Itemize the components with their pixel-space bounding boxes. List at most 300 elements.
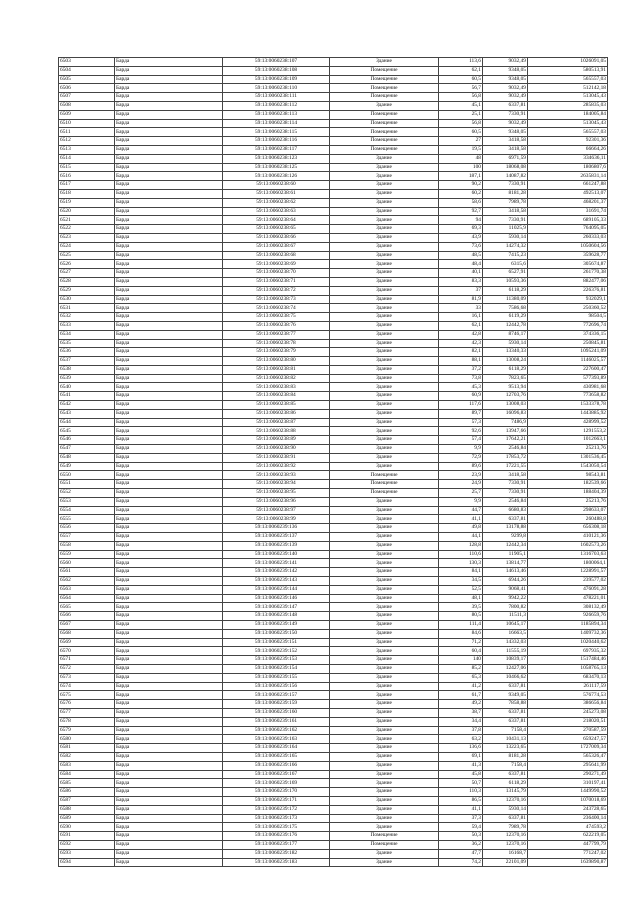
cadastral-value-cell: 1012663,1 <box>528 436 608 445</box>
cadastral-number-cell: 59:13:0060239:164 <box>223 744 330 753</box>
object-type-cell: Здание <box>330 603 439 612</box>
row-number-cell: 6561 <box>59 568 115 577</box>
locality-cell: Барда <box>115 761 223 770</box>
object-type-cell: Здание <box>330 58 439 67</box>
object-type-cell: Здание <box>330 462 439 471</box>
cadastral-value-cell: 474593,2 <box>528 823 608 832</box>
cadastral-value-cell: 334636,11 <box>528 154 608 163</box>
area-cell: 61,7 <box>439 691 483 700</box>
row-number-cell: 6579 <box>59 726 115 735</box>
area-cell: 92,7 <box>439 207 483 216</box>
area-cell: 48,4 <box>439 260 483 269</box>
cadastral-value-cell: 772696,74 <box>528 321 608 330</box>
cadastral-value-cell: 260333,03 <box>528 233 608 242</box>
specific-value-cell: 14274,32 <box>483 242 528 251</box>
locality-cell: Барда <box>115 577 223 586</box>
cadastral-number-cell: 59:13:0060238:79 <box>223 348 330 357</box>
cadastral-number-cell: 59:13:0060238:74 <box>223 304 330 313</box>
object-type-cell: Помещение <box>330 93 439 102</box>
row-number-cell: 6547 <box>59 445 115 454</box>
locality-cell: Барда <box>115 603 223 612</box>
object-type-cell: Здание <box>330 383 439 392</box>
cadastral-number-cell: 59:13:0060238:110 <box>223 84 330 93</box>
specific-value-cell: 9349,05 <box>483 691 528 700</box>
row-number-cell: 6565 <box>59 603 115 612</box>
locality-cell: Барда <box>115 594 223 603</box>
cadastral-number-cell: 59:13:0060239:150 <box>223 629 330 638</box>
area-cell: 73,8 <box>439 374 483 383</box>
area-cell: 45,1 <box>439 101 483 110</box>
locality-cell: Барда <box>115 207 223 216</box>
object-type-cell: Здание <box>330 286 439 295</box>
table-row <box>59 832 608 841</box>
table-row <box>59 550 608 559</box>
table-row <box>59 559 608 568</box>
locality-cell: Барда <box>115 796 223 805</box>
property-table-sheet <box>58 57 606 867</box>
cadastral-number-cell: 59:13:0060239:161 <box>223 717 330 726</box>
table-row <box>59 84 608 93</box>
row-number-cell: 6586 <box>59 788 115 797</box>
table-row <box>59 313 608 322</box>
area-cell: 56,7 <box>439 84 483 93</box>
locality-cell: Барда <box>115 550 223 559</box>
object-type-cell: Здание <box>330 295 439 304</box>
object-type-cell: Здание <box>330 761 439 770</box>
locality-cell: Барда <box>115 251 223 260</box>
area-cell: 130,3 <box>439 559 483 568</box>
object-type-cell: Здание <box>330 409 439 418</box>
table-row <box>59 445 608 454</box>
locality-cell: Барда <box>115 664 223 673</box>
cadastral-value-cell: 298633,07 <box>528 506 608 515</box>
row-number-cell: 6568 <box>59 629 115 638</box>
area-cell: 81,9 <box>439 295 483 304</box>
cadastral-number-cell: 59:13:0060239:172 <box>223 805 330 814</box>
table-row <box>59 462 608 471</box>
cadastral-value-cell: 430981,68 <box>528 383 608 392</box>
area-cell: 94 <box>439 216 483 225</box>
object-type-cell: Здание <box>330 233 439 242</box>
cadastral-value-cell: 226376,81 <box>528 286 608 295</box>
row-number-cell: 6566 <box>59 612 115 621</box>
row-number-cell: 6529 <box>59 286 115 295</box>
specific-value-cell: 2546,84 <box>483 445 528 454</box>
locality-cell: Барда <box>115 84 223 93</box>
area-cell: 40,1 <box>439 269 483 278</box>
locality-cell: Барда <box>115 682 223 691</box>
table-row <box>59 101 608 110</box>
row-number-cell: 6514 <box>59 154 115 163</box>
locality-cell: Барда <box>115 374 223 383</box>
cadastral-number-cell: 59:13:0060238:64 <box>223 216 330 225</box>
cadastral-value-cell: 1058765,13 <box>528 664 608 673</box>
cadastral-value-cell: 622219,05 <box>528 832 608 841</box>
specific-value-cell: 9348,05 <box>483 75 528 84</box>
row-number-cell: 6591 <box>59 832 115 841</box>
object-type-cell: Здание <box>330 506 439 515</box>
row-number-cell: 6518 <box>59 189 115 198</box>
cadastral-number-cell: 59:13:0060239:144 <box>223 585 330 594</box>
cadastral-number-cell: 59:13:0060238:117 <box>223 145 330 154</box>
cadastral-number-cell: 59:13:0060238:116 <box>223 137 330 146</box>
table-row <box>59 541 608 550</box>
row-number-cell: 6583 <box>59 761 115 770</box>
row-number-cell: 6574 <box>59 682 115 691</box>
object-type-cell: Здание <box>330 664 439 673</box>
specific-value-cell: 18068,08 <box>483 163 528 172</box>
cadastral-value-cell: 2635831,14 <box>528 172 608 181</box>
specific-value-cell: 6337,81 <box>483 682 528 691</box>
row-number-cell: 6555 <box>59 515 115 524</box>
cadastral-value-cell: 926659,76 <box>528 612 608 621</box>
specific-value-cell: 10431,13 <box>483 735 528 744</box>
table-row <box>59 700 608 709</box>
cadastral-value-cell: 270587,59 <box>528 726 608 735</box>
area-cell: 34,5 <box>439 577 483 586</box>
cadastral-value-cell: 310197,41 <box>528 779 608 788</box>
cadastral-value-cell: 308132,49 <box>528 603 608 612</box>
table-row <box>59 453 608 462</box>
area-cell: 39,5 <box>439 603 483 612</box>
cadastral-value-cell: 468201,37 <box>528 198 608 207</box>
cadastral-number-cell: 59:13:0060239:154 <box>223 664 330 673</box>
locality-cell: Барда <box>115 735 223 744</box>
area-cell: 74,2 <box>439 858 483 867</box>
cadastral-value-cell: 1185894,34 <box>528 621 608 630</box>
property-table-body <box>59 58 608 867</box>
table-row <box>59 621 608 630</box>
cadastral-value-cell: 98504,5 <box>528 313 608 322</box>
cadastral-number-cell: 59:13:0060238:91 <box>223 453 330 462</box>
specific-value-cell: 7330,91 <box>483 480 528 489</box>
object-type-cell: Здание <box>330 638 439 647</box>
cadastral-value-cell: 1543050,54 <box>528 462 608 471</box>
specific-value-cell: 7823,65 <box>483 374 528 383</box>
locality-cell: Барда <box>115 225 223 234</box>
cadastral-value-cell: 295641,99 <box>528 761 608 770</box>
area-cell: 60,9 <box>439 392 483 401</box>
row-number-cell: 6531 <box>59 304 115 313</box>
table-row <box>59 656 608 665</box>
specific-value-cell: 9942,22 <box>483 594 528 603</box>
table-row <box>59 779 608 788</box>
object-type-cell: Здание <box>330 858 439 867</box>
table-row <box>59 823 608 832</box>
cadastral-value-cell: 580513,91 <box>528 66 608 75</box>
area-cell: 60,5 <box>439 75 483 84</box>
row-number-cell: 6535 <box>59 339 115 348</box>
cadastral-value-cell: 182539,66 <box>528 480 608 489</box>
cadastral-number-cell: 59:13:0060238:126 <box>223 172 330 181</box>
table-row <box>59 330 608 339</box>
specific-value-cell: 14332,03 <box>483 638 528 647</box>
locality-cell: Барда <box>115 242 223 251</box>
row-number-cell: 6582 <box>59 752 115 761</box>
object-type-cell: Помещение <box>330 66 439 75</box>
specific-value-cell: 7330,91 <box>483 181 528 190</box>
table-row <box>59 735 608 744</box>
specific-value-cell: 11905,1 <box>483 550 528 559</box>
area-cell: 65,3 <box>439 673 483 682</box>
cadastral-number-cell: 59:13:0060238:89 <box>223 436 330 445</box>
table-row <box>59 594 608 603</box>
locality-cell: Барда <box>115 691 223 700</box>
cadastral-number-cell: 59:13:0060238:73 <box>223 295 330 304</box>
cadastral-number-cell: 59:13:0060238:92 <box>223 462 330 471</box>
row-number-cell: 6560 <box>59 559 115 568</box>
specific-value-cell: 7586,68 <box>483 304 528 313</box>
object-type-cell: Здание <box>330 445 439 454</box>
locality-cell: Барда <box>115 269 223 278</box>
object-type-cell: Здание <box>330 330 439 339</box>
object-type-cell: Здание <box>330 216 439 225</box>
specific-value-cell: 17853,72 <box>483 453 528 462</box>
locality-cell: Барда <box>115 137 223 146</box>
cadastral-number-cell: 59:13:0060239:146 <box>223 594 330 603</box>
area-cell: 50,7 <box>439 779 483 788</box>
cadastral-number-cell: 59:13:0060239:163 <box>223 735 330 744</box>
cadastral-number-cell: 59:13:0060238:95 <box>223 489 330 498</box>
cadastral-value-cell: 1443885,92 <box>528 409 608 418</box>
specific-value-cell: 6527,91 <box>483 269 528 278</box>
row-number-cell: 6553 <box>59 497 115 506</box>
area-cell: 34,4 <box>439 717 483 726</box>
specific-value-cell: 6337,81 <box>483 770 528 779</box>
specific-value-cell: 6944,26 <box>483 577 528 586</box>
locality-cell: Барда <box>115 93 223 102</box>
object-type-cell: Помещение <box>330 145 439 154</box>
cadastral-number-cell: 59:13:0060239:143 <box>223 577 330 586</box>
locality-cell: Барда <box>115 629 223 638</box>
table-row <box>59 75 608 84</box>
specific-value-cell: 5930,14 <box>483 805 528 814</box>
row-number-cell: 6578 <box>59 717 115 726</box>
row-number-cell: 6550 <box>59 471 115 480</box>
locality-cell: Барда <box>115 75 223 84</box>
locality-cell: Барда <box>115 462 223 471</box>
locality-cell: Барда <box>115 58 223 67</box>
specific-value-cell: 13008,24 <box>483 357 528 366</box>
table-row <box>59 233 608 242</box>
cadastral-number-cell: 59:13:0060238:112 <box>223 101 330 110</box>
specific-value-cell: 7330,91 <box>483 110 528 119</box>
cadastral-value-cell: 410121,36 <box>528 533 608 542</box>
table-row <box>59 374 608 383</box>
specific-value-cell: 6118,29 <box>483 365 528 374</box>
locality-cell: Барда <box>115 788 223 797</box>
cadastral-number-cell: 59:13:0060238:84 <box>223 392 330 401</box>
area-cell: 23,9 <box>439 471 483 480</box>
row-number-cell: 6520 <box>59 207 115 216</box>
area-cell: 37,2 <box>439 365 483 374</box>
area-cell: 41,2 <box>439 682 483 691</box>
cadastral-value-cell: 1533378,78 <box>528 401 608 410</box>
specific-value-cell: 6337,81 <box>483 515 528 524</box>
locality-cell: Барда <box>115 365 223 374</box>
locality-cell: Барда <box>115 110 223 119</box>
row-number-cell: 6538 <box>59 365 115 374</box>
object-type-cell: Здание <box>330 796 439 805</box>
table-row <box>59 348 608 357</box>
cadastral-number-cell: 59:13:0060238:123 <box>223 154 330 163</box>
cadastral-value-cell: 1301536,45 <box>528 453 608 462</box>
cadastral-number-cell: 59:13:0060239:141 <box>223 559 330 568</box>
cadastral-value-cell: 492513,07 <box>528 189 608 198</box>
specific-value-cell: 9032,49 <box>483 93 528 102</box>
locality-cell: Барда <box>115 392 223 401</box>
row-number-cell: 6539 <box>59 374 115 383</box>
area-cell: 44,1 <box>439 533 483 542</box>
locality-cell: Барда <box>115 445 223 454</box>
row-number-cell: 6576 <box>59 700 115 709</box>
row-number-cell: 6570 <box>59 647 115 656</box>
area-cell: 37,3 <box>439 814 483 823</box>
table-row <box>59 181 608 190</box>
object-type-cell: Здание <box>330 621 439 630</box>
area-cell: 82,1 <box>439 348 483 357</box>
area-cell: 27 <box>439 137 483 146</box>
area-cell: 110,3 <box>439 788 483 797</box>
locality-cell: Барда <box>115 656 223 665</box>
table-row <box>59 691 608 700</box>
row-number-cell: 6571 <box>59 656 115 665</box>
area-cell: 89,7 <box>439 409 483 418</box>
locality-cell: Барда <box>115 295 223 304</box>
area-cell: 117,6 <box>439 401 483 410</box>
table-row <box>59 796 608 805</box>
object-type-cell: Здание <box>330 348 439 357</box>
table-row <box>59 260 608 269</box>
cadastral-value-cell: 285835,03 <box>528 101 608 110</box>
row-number-cell: 6567 <box>59 621 115 630</box>
table-row <box>59 717 608 726</box>
table-row <box>59 612 608 621</box>
area-cell: 59,4 <box>439 823 483 832</box>
cadastral-number-cell: 59:13:0060238:69 <box>223 260 330 269</box>
object-type-cell: Здание <box>330 392 439 401</box>
specific-value-cell: 9032,49 <box>483 119 528 128</box>
area-cell: 89,6 <box>439 462 483 471</box>
area-cell: 25,7 <box>439 489 483 498</box>
cadastral-value-cell: 773658,82 <box>528 392 608 401</box>
specific-value-cell: 9348,05 <box>483 66 528 75</box>
area-cell: 62,1 <box>439 321 483 330</box>
object-type-cell: Здание <box>330 647 439 656</box>
cadastral-number-cell: 59:13:0060238:61 <box>223 189 330 198</box>
specific-value-cell: 13947,66 <box>483 427 528 436</box>
locality-cell: Барда <box>115 497 223 506</box>
row-number-cell: 6587 <box>59 796 115 805</box>
cadastral-number-cell: 59:13:0060238:87 <box>223 418 330 427</box>
table-row <box>59 708 608 717</box>
specific-value-cell: 8181,28 <box>483 189 528 198</box>
table-row <box>59 401 608 410</box>
object-type-cell: Здание <box>330 533 439 542</box>
object-type-cell: Здание <box>330 418 439 427</box>
area-cell: 73,6 <box>439 242 483 251</box>
object-type-cell: Здание <box>330 374 439 383</box>
specific-value-cell: 12442,78 <box>483 321 528 330</box>
table-row <box>59 814 608 823</box>
object-type-cell: Здание <box>330 181 439 190</box>
table-row <box>59 752 608 761</box>
cadastral-number-cell: 59:13:0060238:113 <box>223 110 330 119</box>
specific-value-cell: 11380,09 <box>483 295 528 304</box>
cadastral-number-cell: 59:13:0060239:136 <box>223 524 330 533</box>
table-row <box>59 128 608 137</box>
row-number-cell: 6504 <box>59 66 115 75</box>
table-row <box>59 471 608 480</box>
cadastral-number-cell: 59:13:0060239:170 <box>223 788 330 797</box>
cadastral-value-cell: 1449990,52 <box>528 788 608 797</box>
cadastral-value-cell: 1316703,63 <box>528 550 608 559</box>
table-row <box>59 436 608 445</box>
object-type-cell: Здание <box>330 154 439 163</box>
cadastral-value-cell: 1070018,69 <box>528 796 608 805</box>
cadastral-value-cell: 239577,02 <box>528 577 608 586</box>
locality-cell: Барда <box>115 673 223 682</box>
specific-value-cell: 10645,17 <box>483 621 528 630</box>
table-row <box>59 58 608 67</box>
object-type-cell: Здание <box>330 515 439 524</box>
table-row <box>59 858 608 867</box>
table-row <box>59 577 608 586</box>
row-number-cell: 6523 <box>59 233 115 242</box>
row-number-cell: 6533 <box>59 321 115 330</box>
table-row <box>59 286 608 295</box>
specific-value-cell: 6118,29 <box>483 779 528 788</box>
cadastral-number-cell: 59:13:0060238:62 <box>223 198 330 207</box>
cadastral-number-cell: 59:13:0060238:88 <box>223 427 330 436</box>
cadastral-number-cell: 59:13:0060239:162 <box>223 726 330 735</box>
row-number-cell: 6557 <box>59 533 115 542</box>
cadastral-number-cell: 59:13:0060239:182 <box>223 849 330 858</box>
cadastral-number-cell: 59:13:0060239:156 <box>223 682 330 691</box>
object-type-cell: Здание <box>330 559 439 568</box>
area-cell: 84,6 <box>439 629 483 638</box>
locality-cell: Барда <box>115 858 223 867</box>
area-cell: 71,2 <box>439 638 483 647</box>
specific-value-cell: 3418,58 <box>483 207 528 216</box>
row-number-cell: 6513 <box>59 145 115 154</box>
area-cell: 41,3 <box>439 761 483 770</box>
cadastral-number-cell: 59:13:0060239:159 <box>223 700 330 709</box>
specific-value-cell: 3418,58 <box>483 145 528 154</box>
row-number-cell: 6564 <box>59 594 115 603</box>
cadastral-number-cell: 59:13:0060239:167 <box>223 770 330 779</box>
cadastral-value-cell: 25213,76 <box>528 497 608 506</box>
object-type-cell: Здание <box>330 304 439 313</box>
cadastral-number-cell: 59:13:0060238:63 <box>223 207 330 216</box>
object-type-cell: Здание <box>330 717 439 726</box>
object-type-cell: Помещение <box>330 119 439 128</box>
locality-cell: Барда <box>115 260 223 269</box>
area-cell: 72,9 <box>439 453 483 462</box>
area-cell: 9,9 <box>439 497 483 506</box>
row-number-cell: 6549 <box>59 462 115 471</box>
table-row <box>59 506 608 515</box>
object-type-cell: Здание <box>330 726 439 735</box>
locality-cell: Барда <box>115 304 223 313</box>
cadastral-number-cell: 59:13:0060238:85 <box>223 401 330 410</box>
object-type-cell: Здание <box>330 357 439 366</box>
table-row <box>59 198 608 207</box>
row-number-cell: 6544 <box>59 418 115 427</box>
table-row <box>59 726 608 735</box>
specific-value-cell: 5930,14 <box>483 233 528 242</box>
row-number-cell: 6532 <box>59 313 115 322</box>
